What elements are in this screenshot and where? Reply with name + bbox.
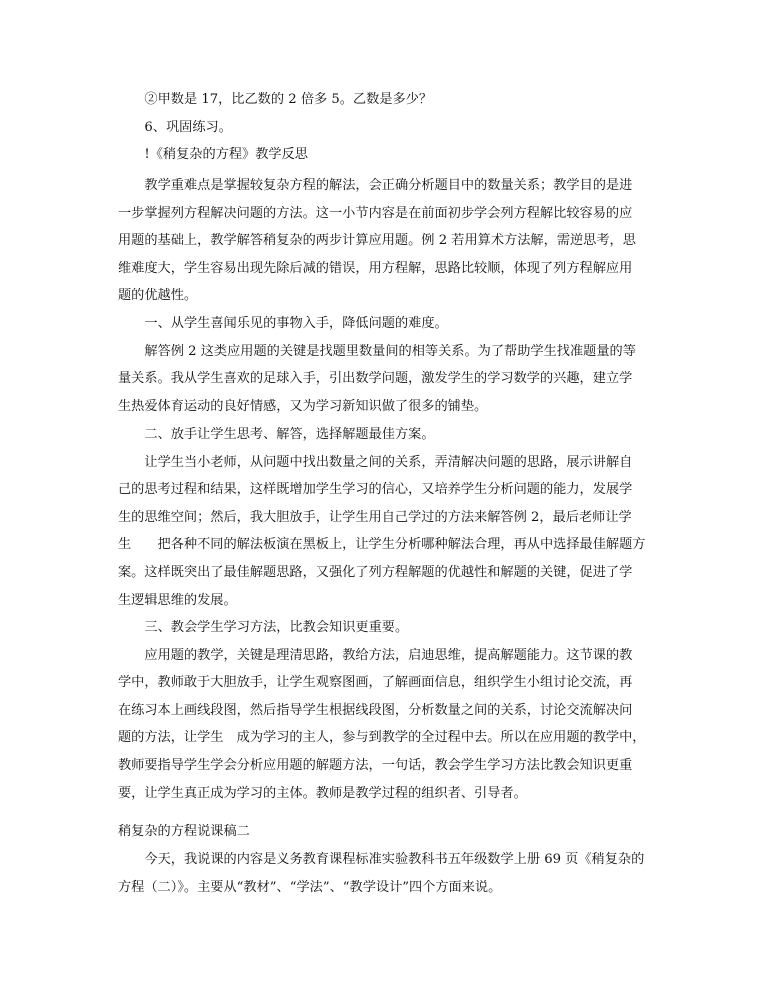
text-line: 案。这样既突出了最佳解题思路，又强化了列方程解题的优越性和解题的关键，促进了学 [118, 564, 633, 580]
practice-question-2: ②甲数是 17，比乙数的 2 倍多 5。乙数是多少？ [144, 92, 433, 107]
text-line: 教学重难点是掌握较复杂方程的解法，会正确分析题目中的数量关系；教学目的是进 [144, 178, 633, 193]
text-line: 题的优越性。 [118, 288, 198, 304]
intro-paragraph [118, 846, 658, 901]
text-line: 让学生当小老师，从问题中找出数量之间的关系，弄清解决问题的思路，展示讲解自 [144, 454, 633, 470]
text-line: 方程（二）》。主要从“教材”、“学法”、“教学设计”四个方面来说。 [118, 879, 502, 895]
text-line: 教师要指导学生学会分析应用题的解题方法，一句话，教会学生学习方法比教会知识更重 [118, 757, 633, 773]
point-3-heading: 三、教会学生学习方法，比教会知识更重要。 [144, 620, 409, 635]
text-line: 在练习本上画线段图，然后指导学生根据线段图，分析数量之间的关系，讨论交流解决问 [118, 702, 633, 718]
text-line: 今天，我说课的内容是义务教育课程标准实验教科书五年级数学上册 69 页《稍复杂的 [144, 852, 645, 867]
point-3 [118, 614, 658, 807]
text-line: 题的方法，让学生 成为学习的主人，参与到教学的全过程中去。所以在应用题的教学中， [118, 730, 646, 746]
text-line: 要，让学生真正成为学习的主体。教师是教学过程的组织者、引导者。 [118, 785, 527, 801]
text-line: 生热爱体育运动的良好情感，又为学习新知识做了很多的铺垫。 [118, 398, 488, 414]
section-title: 稍复杂的方程说课稿二 [118, 824, 250, 839]
text-line: 己的思考过程和结果，这样既增加学生学习的信心，又培养学生分析问题的能力，发展学 [118, 482, 633, 498]
point-2-heading: 二、放手让学生思考、解答，选择解题最佳方案。 [144, 427, 435, 442]
top-lines [118, 86, 658, 169]
point-2 [118, 421, 658, 614]
consolidation-practice: 6、巩固练习。 [144, 119, 232, 135]
point-1-heading: 一、从学生喜闻乐见的事物入手，降低问题的难度。 [144, 316, 448, 331]
text-line: 学中，教师敢于大胆放手，让学生观察图画，了解画面信息，组织学生小组讨论交流，再 [118, 675, 633, 691]
text-line: 量关系。我从学生喜欢的足球入手，引出数学问题，激发学生的学习数学的兴趣，建立学 [118, 371, 633, 387]
text-line: 生逻辑思维的发展。 [118, 592, 237, 608]
reflection-title: !《稍复杂的方程》教学反思 [144, 147, 308, 163]
text-line: 生的思维空间；然后，我大胆放手，让学生用自己学过的方法来解答例 2，最后老师让学 [118, 509, 632, 525]
text-line: 应用题的教学，关键是理清思路，教给方法，启迪思维，提高解题能力。这节课的教 [144, 647, 633, 663]
reflection-paragraph [118, 172, 658, 310]
text-line: 一步掌握列方程解决问题的方法。这一小节内容是在前面初步学会列方程解比较容易的应 [118, 205, 633, 221]
text-line: 生 把各种不同的解法板演在黑板上，让学生分析哪种解法合理，再从中选择最佳解题方 [118, 537, 646, 553]
point-1 [118, 310, 658, 420]
text-line: 解答例 2 这类应用题的关键是找题里数量间的相等关系。为了帮助学生找准题量的等 [144, 343, 636, 359]
text-line: 维难度大，学生容易出现先除后减的错误，用方程解，思路比较顺，体现了列方程解应用 [118, 260, 633, 276]
text-line: 用题的基础上，教学解答稍复杂的两步计算应用题。例 2 若用算术方法解，需逆思考，思 [118, 233, 636, 249]
